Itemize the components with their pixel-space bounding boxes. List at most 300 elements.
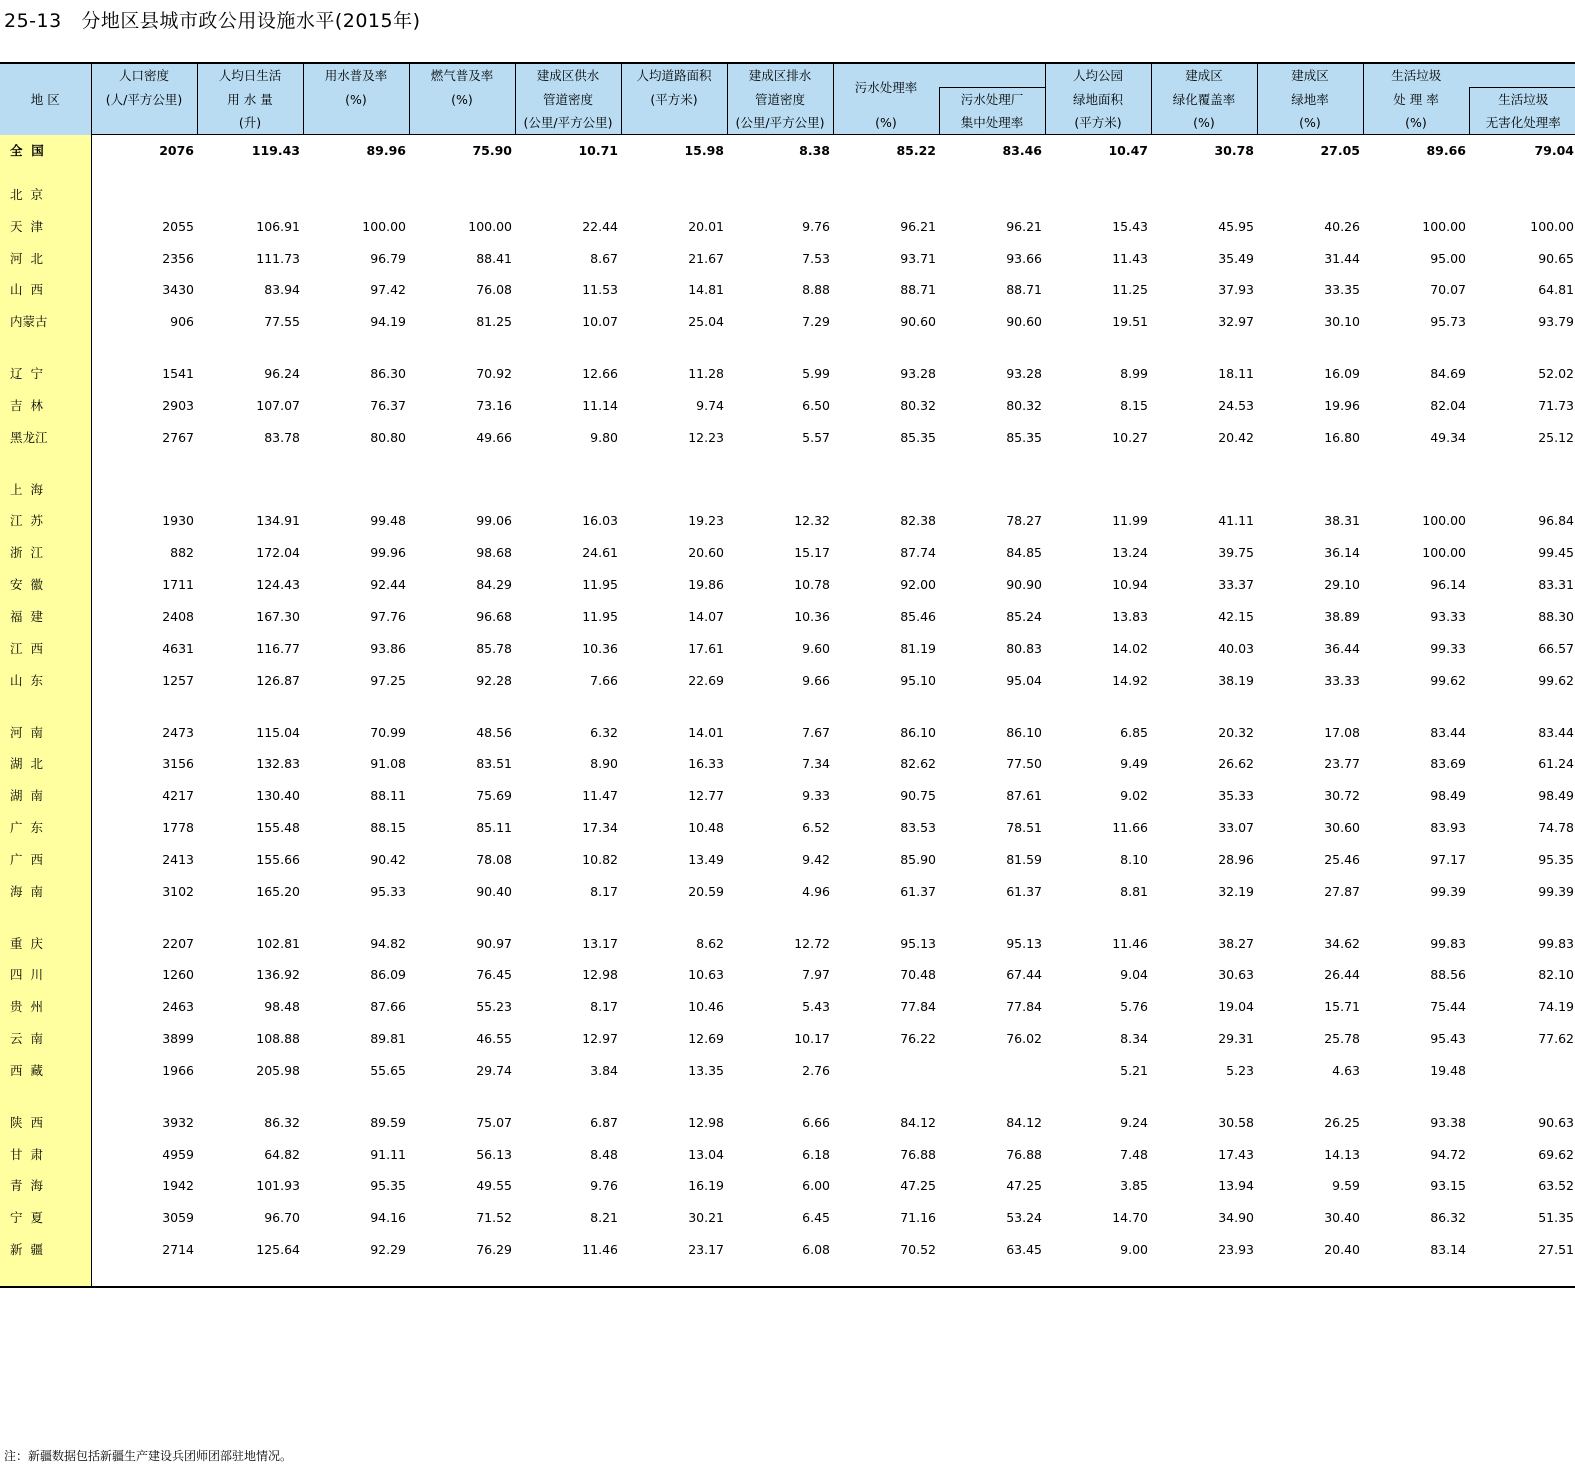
value-cell [1363,1266,1469,1287]
value-cell [409,179,515,211]
value-cell [621,167,727,179]
value-cell: 100.00 [1422,218,1466,234]
value-cell [1469,179,1575,211]
header-road-area-2: (平方米) [621,88,727,112]
value-cell: 11.25 [1112,282,1148,298]
value-cell: 8.48 [590,1146,618,1162]
value-cell: 83.78 [264,429,300,445]
value-cell: 12.23 [688,429,724,445]
value-cell: 5.99 [802,366,830,382]
value-cell [91,179,197,211]
value-cell: 70.99 [370,724,406,740]
region-cell: 浙 江 [0,537,91,569]
value-cell: 38.89 [1324,608,1360,624]
value-cell: 4.63 [1332,1062,1360,1078]
value-cell: 19.51 [1112,314,1148,330]
value-cell: 52.02 [1538,366,1574,382]
value-cell [1045,338,1151,358]
value-cell [727,179,833,211]
header-region: 地 区 [0,63,91,135]
spacer-row [0,908,1575,928]
value-cell [303,338,409,358]
value-cell [1257,167,1363,179]
value-cell: 8.38 [799,143,830,158]
value-cell: 20.59 [688,883,724,899]
value-cell: 95.43 [1430,1031,1466,1047]
value-cell: 8.90 [590,756,618,772]
spacer-row [0,1087,1575,1107]
table-row [0,717,1575,749]
value-cell: 23.77 [1324,756,1360,772]
value-cell: 84.85 [1006,545,1042,561]
table-row [0,928,1575,960]
header-garbage-rate-2: 处 理 率 [1363,88,1469,112]
value-cell: 6.00 [802,1178,830,1194]
value-cell: 83.31 [1538,577,1574,593]
value-cell: 4217 [162,788,194,804]
region-cell: 北 京 [0,179,91,211]
value-cell: 92.44 [370,577,406,593]
value-cell [727,1087,833,1107]
value-cell: 14.81 [688,282,724,298]
value-cell [409,1087,515,1107]
value-cell: 56.13 [476,1146,512,1162]
value-cell: 3430 [162,282,194,298]
value-cell [1257,1266,1363,1287]
value-cell [939,179,1045,211]
value-cell: 6.45 [802,1210,830,1226]
value-cell: 90.65 [1538,250,1574,266]
value-cell [409,338,515,358]
value-cell: 136.92 [256,967,300,983]
value-cell: 75.90 [472,143,512,158]
value-cell: 25.46 [1324,851,1360,867]
value-cell: 2356 [162,250,194,266]
value-cell [1045,1266,1151,1287]
value-cell: 76.02 [1006,1031,1042,1047]
value-cell: 4.96 [802,883,830,899]
value-cell: 85.11 [476,820,512,836]
value-cell: 15.71 [1324,999,1360,1015]
value-cell: 8.17 [590,883,618,899]
value-cell: 77.55 [264,314,300,330]
value-cell: 108.88 [256,1031,300,1047]
value-cell: 95.35 [1538,851,1574,867]
value-cell: 906 [170,314,194,330]
region-cell: 黑龙江 [0,422,91,454]
value-cell: 99.96 [370,545,406,561]
value-cell: 80.80 [370,429,406,445]
value-cell [1151,454,1257,474]
value-cell: 16.09 [1324,366,1360,382]
value-cell: 86.09 [370,967,406,983]
value-cell: 13.49 [688,851,724,867]
value-cell: 77.62 [1538,1031,1574,1047]
value-cell: 98.48 [264,999,300,1015]
value-cell: 12.32 [794,513,830,529]
value-cell: 79.04 [1534,143,1574,158]
value-cell: 155.48 [256,820,300,836]
value-cell: 76.88 [1006,1146,1042,1162]
value-cell: 115.04 [256,724,300,740]
value-cell [939,908,1045,928]
value-cell: 12.69 [688,1031,724,1047]
header-park-area-3: (平方米) [1045,111,1151,135]
value-cell: 11.46 [1112,935,1148,951]
value-cell: 124.43 [256,577,300,593]
value-cell: 20.40 [1324,1242,1360,1258]
value-cell [409,908,515,928]
value-cell [727,474,833,506]
value-cell: 19.96 [1324,397,1360,413]
table-row [0,601,1575,633]
value-cell [1257,474,1363,506]
region-cell: 安 徽 [0,569,91,601]
value-cell: 9.04 [1120,967,1148,983]
value-cell: 38.27 [1218,935,1254,951]
header-road-area-1: 人均道路面积 [621,63,727,88]
value-cell: 6.32 [590,724,618,740]
value-cell [939,1266,1045,1287]
value-cell [1469,454,1575,474]
header-supply-pipe-1: 建成区供水 [515,63,621,88]
value-cell: 88.41 [476,250,512,266]
region-cell [0,338,91,358]
header-garbage-rate-1: 生活垃圾 [1363,63,1469,88]
value-cell: 27.87 [1324,883,1360,899]
value-cell [515,1266,621,1287]
header-drain-pipe-1: 建成区排水 [727,63,833,88]
header-gas-rate-1: 燃气普及率 [409,63,515,88]
value-cell: 61.37 [1006,883,1042,899]
value-cell: 76.88 [900,1146,936,1162]
value-cell [833,1055,939,1087]
value-cell: 2055 [162,218,194,234]
value-cell [409,1266,515,1287]
value-cell: 119.43 [251,143,300,158]
table-row [0,780,1575,812]
region-cell: 辽 宁 [0,358,91,390]
value-cell [1045,697,1151,717]
value-cell: 7.29 [802,314,830,330]
value-cell: 33.07 [1218,820,1254,836]
value-cell: 6.18 [802,1146,830,1162]
value-cell: 75.69 [476,788,512,804]
region-cell: 陕 西 [0,1107,91,1139]
value-cell: 27.51 [1538,1242,1574,1258]
value-cell: 30.60 [1324,820,1360,836]
value-cell: 13.24 [1112,545,1148,561]
value-cell: 76.22 [900,1031,936,1047]
header-garbage-rate-3: (%) [1363,111,1469,135]
value-cell: 13.83 [1112,608,1148,624]
value-cell: 64.81 [1538,282,1574,298]
value-cell: 10.36 [582,640,618,656]
value-cell: 10.48 [688,820,724,836]
value-cell: 8.99 [1120,366,1148,382]
value-cell [1257,454,1363,474]
header-water-rate-2: (%) [303,88,409,112]
value-cell: 96.24 [264,366,300,382]
table-row [0,1139,1575,1171]
header-supply-pipe-3: (公里/平方公里) [515,111,621,135]
value-cell: 73.16 [476,397,512,413]
value-cell: 99.39 [1430,883,1466,899]
value-cell: 67.44 [1006,967,1042,983]
table-row [0,537,1575,569]
value-cell: 6.87 [590,1114,618,1130]
value-cell: 100.00 [1422,545,1466,561]
value-cell: 49.66 [476,429,512,445]
value-cell: 11.28 [688,366,724,382]
value-cell: 80.32 [900,397,936,413]
value-cell: 82.62 [900,756,936,772]
value-cell: 8.81 [1120,883,1148,899]
value-cell: 24.61 [582,545,618,561]
spacer-row [0,454,1575,474]
value-cell: 17.61 [688,640,724,656]
value-cell: 6.50 [802,397,830,413]
header-sewage-plant-1: 污水处理厂 [939,88,1045,112]
value-cell [1363,454,1469,474]
value-cell: 99.33 [1430,640,1466,656]
value-cell: 95.35 [370,1178,406,1194]
value-cell: 96.70 [264,1210,300,1226]
value-cell: 95.13 [1006,935,1042,951]
value-cell: 48.56 [476,724,512,740]
value-cell: 11.95 [582,608,618,624]
value-cell: 6.85 [1120,724,1148,740]
value-cell: 93.28 [900,366,936,382]
value-cell: 40.03 [1218,640,1254,656]
value-cell [303,474,409,506]
value-cell [515,474,621,506]
value-cell: 11.66 [1112,820,1148,836]
value-cell [1257,697,1363,717]
value-cell [727,697,833,717]
region-cell: 吉 林 [0,390,91,422]
value-cell: 26.44 [1324,967,1360,983]
value-cell: 74.78 [1538,820,1574,836]
table-row [0,665,1575,697]
value-cell: 84.69 [1430,366,1466,382]
value-cell [1469,338,1575,358]
table-row [0,274,1575,306]
value-cell: 36.44 [1324,640,1360,656]
value-cell: 10.78 [794,577,830,593]
value-cell: 74.19 [1538,999,1574,1015]
value-cell: 12.77 [688,788,724,804]
value-cell [1257,1087,1363,1107]
value-cell: 2714 [162,1242,194,1258]
header-sewage-rate-1: 污水处理率 [833,63,939,111]
value-cell [1045,167,1151,179]
value-cell: 35.33 [1218,788,1254,804]
value-cell: 76.37 [370,397,406,413]
value-cell: 11.47 [582,788,618,804]
value-cell: 100.00 [362,218,406,234]
value-cell: 63.52 [1538,1178,1574,1194]
table-row [0,243,1575,275]
header-sewage-rate-2: (%) [833,111,939,135]
value-cell [197,454,303,474]
value-cell: 25.12 [1538,429,1574,445]
value-cell: 84.12 [900,1114,936,1130]
value-cell: 63.45 [1006,1242,1042,1258]
value-cell: 101.93 [256,1178,300,1194]
value-cell [833,167,939,179]
value-cell [621,908,727,928]
value-cell [1363,697,1469,717]
header-park-area-1: 人均公园 [1045,63,1151,88]
value-cell: 32.97 [1218,314,1254,330]
value-cell: 91.08 [370,756,406,772]
value-cell: 33.35 [1324,282,1360,298]
value-cell [515,697,621,717]
value-cell: 95.00 [1430,250,1466,266]
value-cell: 92.00 [900,577,936,593]
value-cell: 29.74 [476,1062,512,1078]
value-cell: 33.37 [1218,577,1254,593]
value-cell: 5.76 [1120,999,1148,1015]
value-cell: 85.24 [1006,608,1042,624]
value-cell: 23.93 [1218,1242,1254,1258]
value-cell: 107.07 [256,397,300,413]
value-cell: 83.51 [476,756,512,772]
value-cell: 3.85 [1120,1178,1148,1194]
value-cell: 94.72 [1430,1146,1466,1162]
value-cell: 205.98 [256,1062,300,1078]
value-cell: 2767 [162,429,194,445]
region-cell: 江 苏 [0,505,91,537]
value-cell [621,338,727,358]
value-cell [197,474,303,506]
value-cell: 90.40 [476,883,512,899]
value-cell: 3899 [162,1031,194,1047]
value-cell: 90.63 [1538,1114,1574,1130]
value-cell: 19.86 [688,577,724,593]
value-cell: 83.69 [1430,756,1466,772]
value-cell: 20.60 [688,545,724,561]
value-cell: 93.28 [1006,366,1042,382]
value-cell: 20.32 [1218,724,1254,740]
value-cell [1257,179,1363,211]
value-cell [1469,1087,1575,1107]
value-cell: 100.00 [1530,218,1574,234]
value-cell [197,1087,303,1107]
region-cell: 福 建 [0,601,91,633]
value-cell: 41.11 [1218,513,1254,529]
value-cell: 89.59 [370,1114,406,1130]
value-cell: 83.44 [1430,724,1466,740]
value-cell: 37.93 [1218,282,1254,298]
value-cell: 76.29 [476,1242,512,1258]
value-cell: 10.46 [688,999,724,1015]
value-cell: 70.48 [900,967,936,983]
value-cell: 78.51 [1006,820,1042,836]
value-cell: 95.10 [900,672,936,688]
value-cell [1045,454,1151,474]
header-garbage-harmless-1: 生活垃圾 [1469,88,1575,112]
value-cell: 1942 [162,1178,194,1194]
value-cell: 83.53 [900,820,936,836]
value-cell [1045,474,1151,506]
value-cell: 88.11 [370,788,406,804]
value-cell: 1930 [162,513,194,529]
value-cell: 132.83 [256,756,300,772]
table-row [0,844,1575,876]
value-cell [1257,338,1363,358]
table-row [0,358,1575,390]
value-cell: 2413 [162,851,194,867]
region-cell: 湖 南 [0,780,91,812]
value-cell [1469,908,1575,928]
value-cell: 30.58 [1218,1114,1254,1130]
header-daily-water-3: (升) [197,111,303,135]
value-cell: 90.60 [1006,314,1042,330]
value-cell [91,908,197,928]
value-cell: 85.35 [900,429,936,445]
value-cell: 97.42 [370,282,406,298]
table-row [0,505,1575,537]
value-cell: 9.59 [1332,1178,1360,1194]
value-cell: 71.16 [900,1210,936,1226]
table-row [0,1170,1575,1202]
table-row [0,1107,1575,1139]
header-green-land-2: 绿地率 [1257,88,1363,112]
value-cell [515,454,621,474]
value-cell: 93.66 [1006,250,1042,266]
value-cell: 84.29 [476,577,512,593]
value-cell: 30.21 [688,1210,724,1226]
value-cell: 93.38 [1430,1114,1466,1130]
value-cell [1363,1087,1469,1107]
value-cell [91,1266,197,1287]
value-cell: 13.17 [582,935,618,951]
value-cell: 3102 [162,883,194,899]
value-cell [197,338,303,358]
value-cell: 78.08 [476,851,512,867]
value-cell: 125.64 [256,1242,300,1258]
value-cell: 38.19 [1218,672,1254,688]
value-cell: 10.36 [794,608,830,624]
value-cell: 32.19 [1218,883,1254,899]
value-cell: 96.14 [1430,577,1466,593]
region-cell: 西 藏 [0,1055,91,1087]
value-cell: 86.32 [264,1114,300,1130]
value-cell: 85.46 [900,608,936,624]
value-cell [1151,697,1257,717]
value-cell: 5.21 [1120,1062,1148,1078]
header-green-cover-3: (%) [1151,111,1257,135]
value-cell: 83.46 [1002,143,1042,158]
value-cell: 29.10 [1324,577,1360,593]
value-cell: 1966 [162,1062,194,1078]
region-cell: 重 庆 [0,928,91,960]
value-cell: 25.78 [1324,1031,1360,1047]
value-cell: 96.21 [900,218,936,234]
value-cell: 8.15 [1120,397,1148,413]
value-cell: 92.29 [370,1242,406,1258]
value-cell: 93.71 [900,250,936,266]
region-cell: 广 西 [0,844,91,876]
value-cell [1151,167,1257,179]
value-cell: 6.52 [802,820,830,836]
value-cell: 11.46 [582,1242,618,1258]
value-cell: 14.92 [1112,672,1148,688]
value-cell: 96.21 [1006,218,1042,234]
value-cell: 86.32 [1430,1210,1466,1226]
